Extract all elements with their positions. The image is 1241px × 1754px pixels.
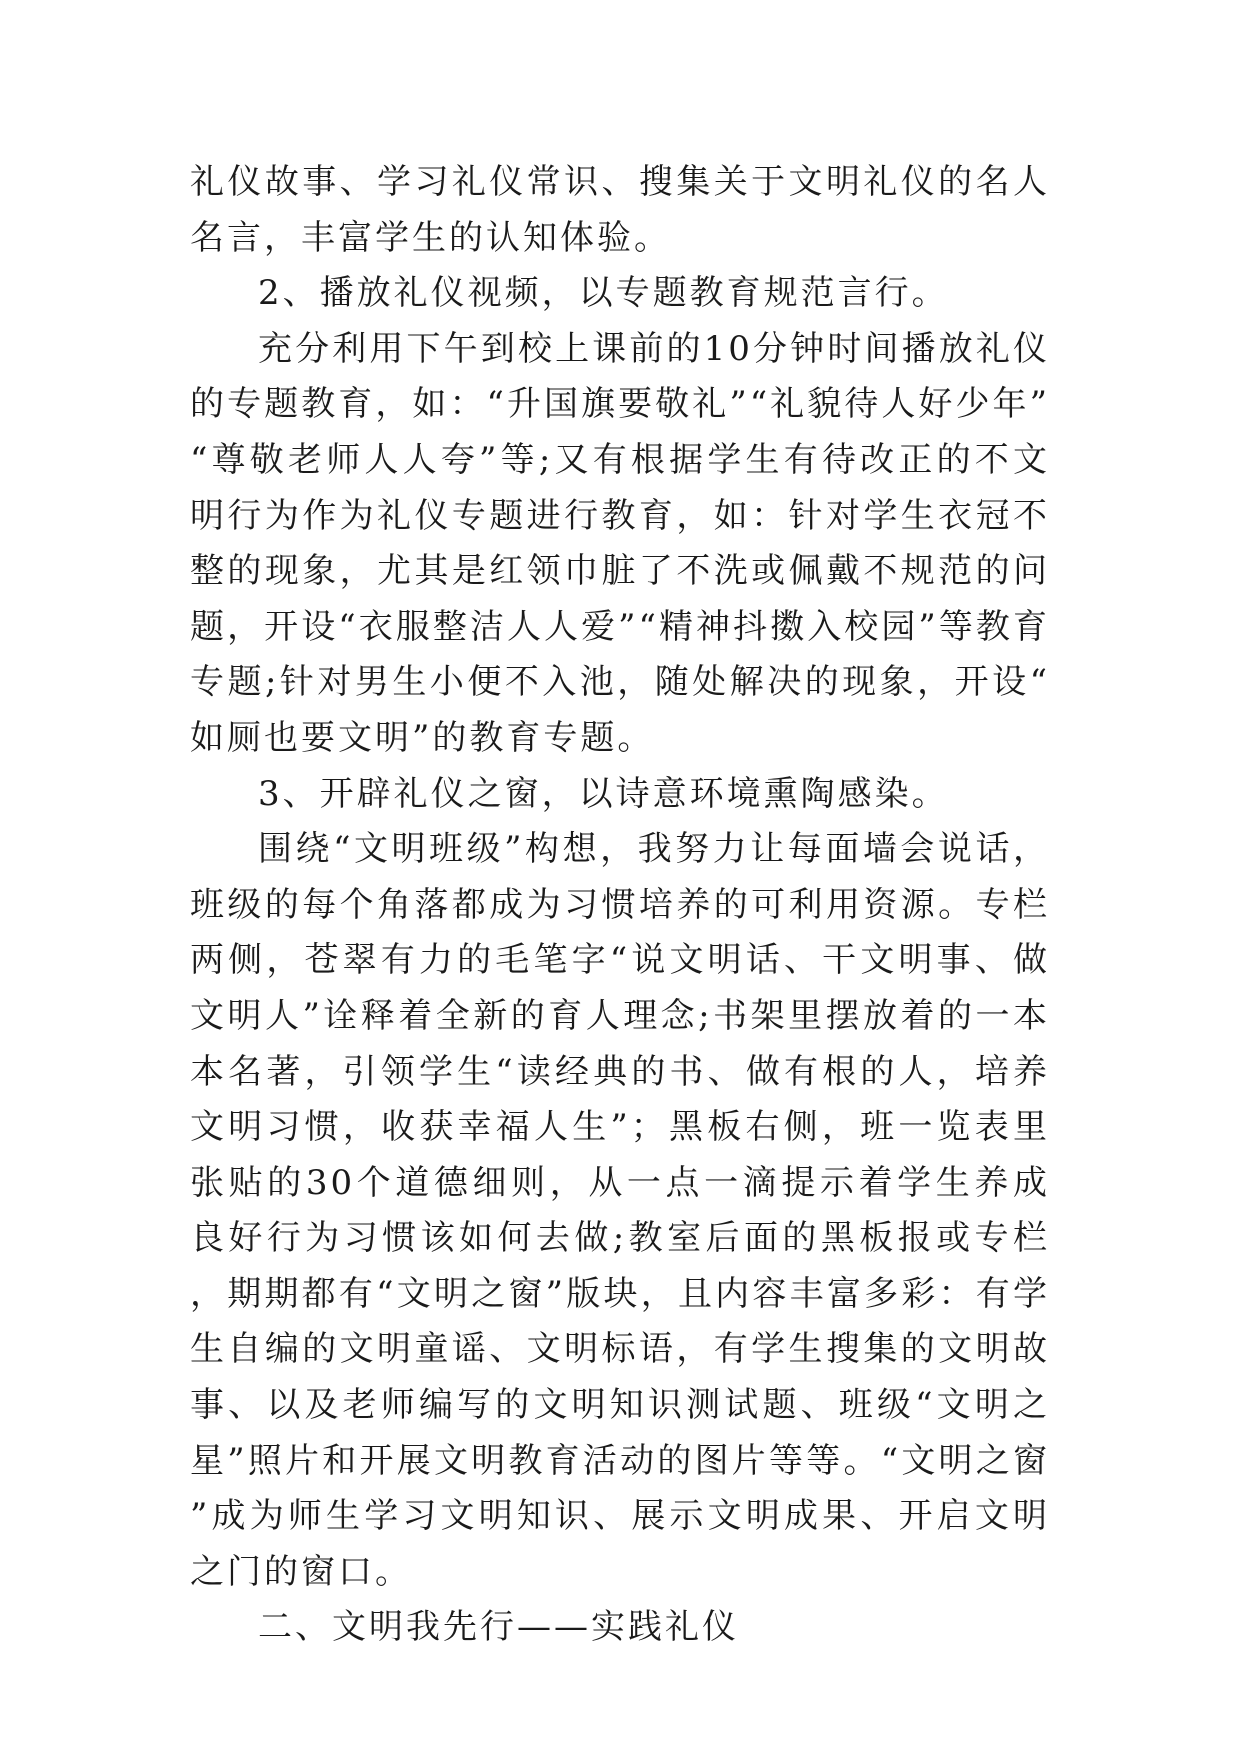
paragraph-continuation: 礼仪故事、学习礼仪常识、搜集关于文明礼仪的名人名言，丰富学生的认知体验。 — [190, 162, 1050, 258]
paragraph-heading-2: 2、播放礼仪视频，以专题教育规范言行。 — [258, 273, 949, 314]
paragraph-etiquette-window: 围绕“文明班级”构想，我努力让每面墙会说话，班级的每个角落都成为习惯培养的可利用资源。专栏两侧，苍翠有力的毛笔字“说文明话、干文明事、做文明人”诠释着全新的育人理念;书架里摆放着的一本本名著，引领学生“读经典的书、做有根的人，培养文明习惯，收获幸福人生”；黑板右侧，班一览表里张贴的30个道德细则，从一点一滴提示着学生养成良好行为习惯该如何去做;教室后面的黑板报或专栏，期期都有“文明之窗”版块，且内容丰富多彩：有学生自编的文明童谣、文明标语，有学生搜集的文明故事、以及老师编写的文明知识测试题、班级“文明之星”照片和开展文明教育活动的图片等等。“文明之窗”成为师生学习文明知识、展示文明成果、开启文明之门的窗口。 — [190, 829, 1050, 1592]
document-body — [190, 155, 1050, 1656]
paragraph-video-education: 充分利用下午到校上课前的10分钟时间播放礼仪的专题教育，如：“升国旗要敬礼”“礼貌待人好少年”“尊敬老师人人夸”等;又有根据学生有待改正的不文明行为作为礼仪专题进行教育，如：针对学生衣冠不整的现象，尤其是红领巾脏了不洗或佩戴不规范的问题，开设“衣服整洁人人爱”“精神抖擞入校园”等教育专题;针对男生小便不入池，随处解决的现象，开设“如厕也要文明”的教育专题。 — [190, 328, 1050, 758]
section-heading-practice: 二、文明我先行——实践礼仪 — [258, 1607, 739, 1648]
paragraph-heading-3: 3、开辟礼仪之窗，以诗意环境熏陶感染。 — [258, 773, 949, 814]
